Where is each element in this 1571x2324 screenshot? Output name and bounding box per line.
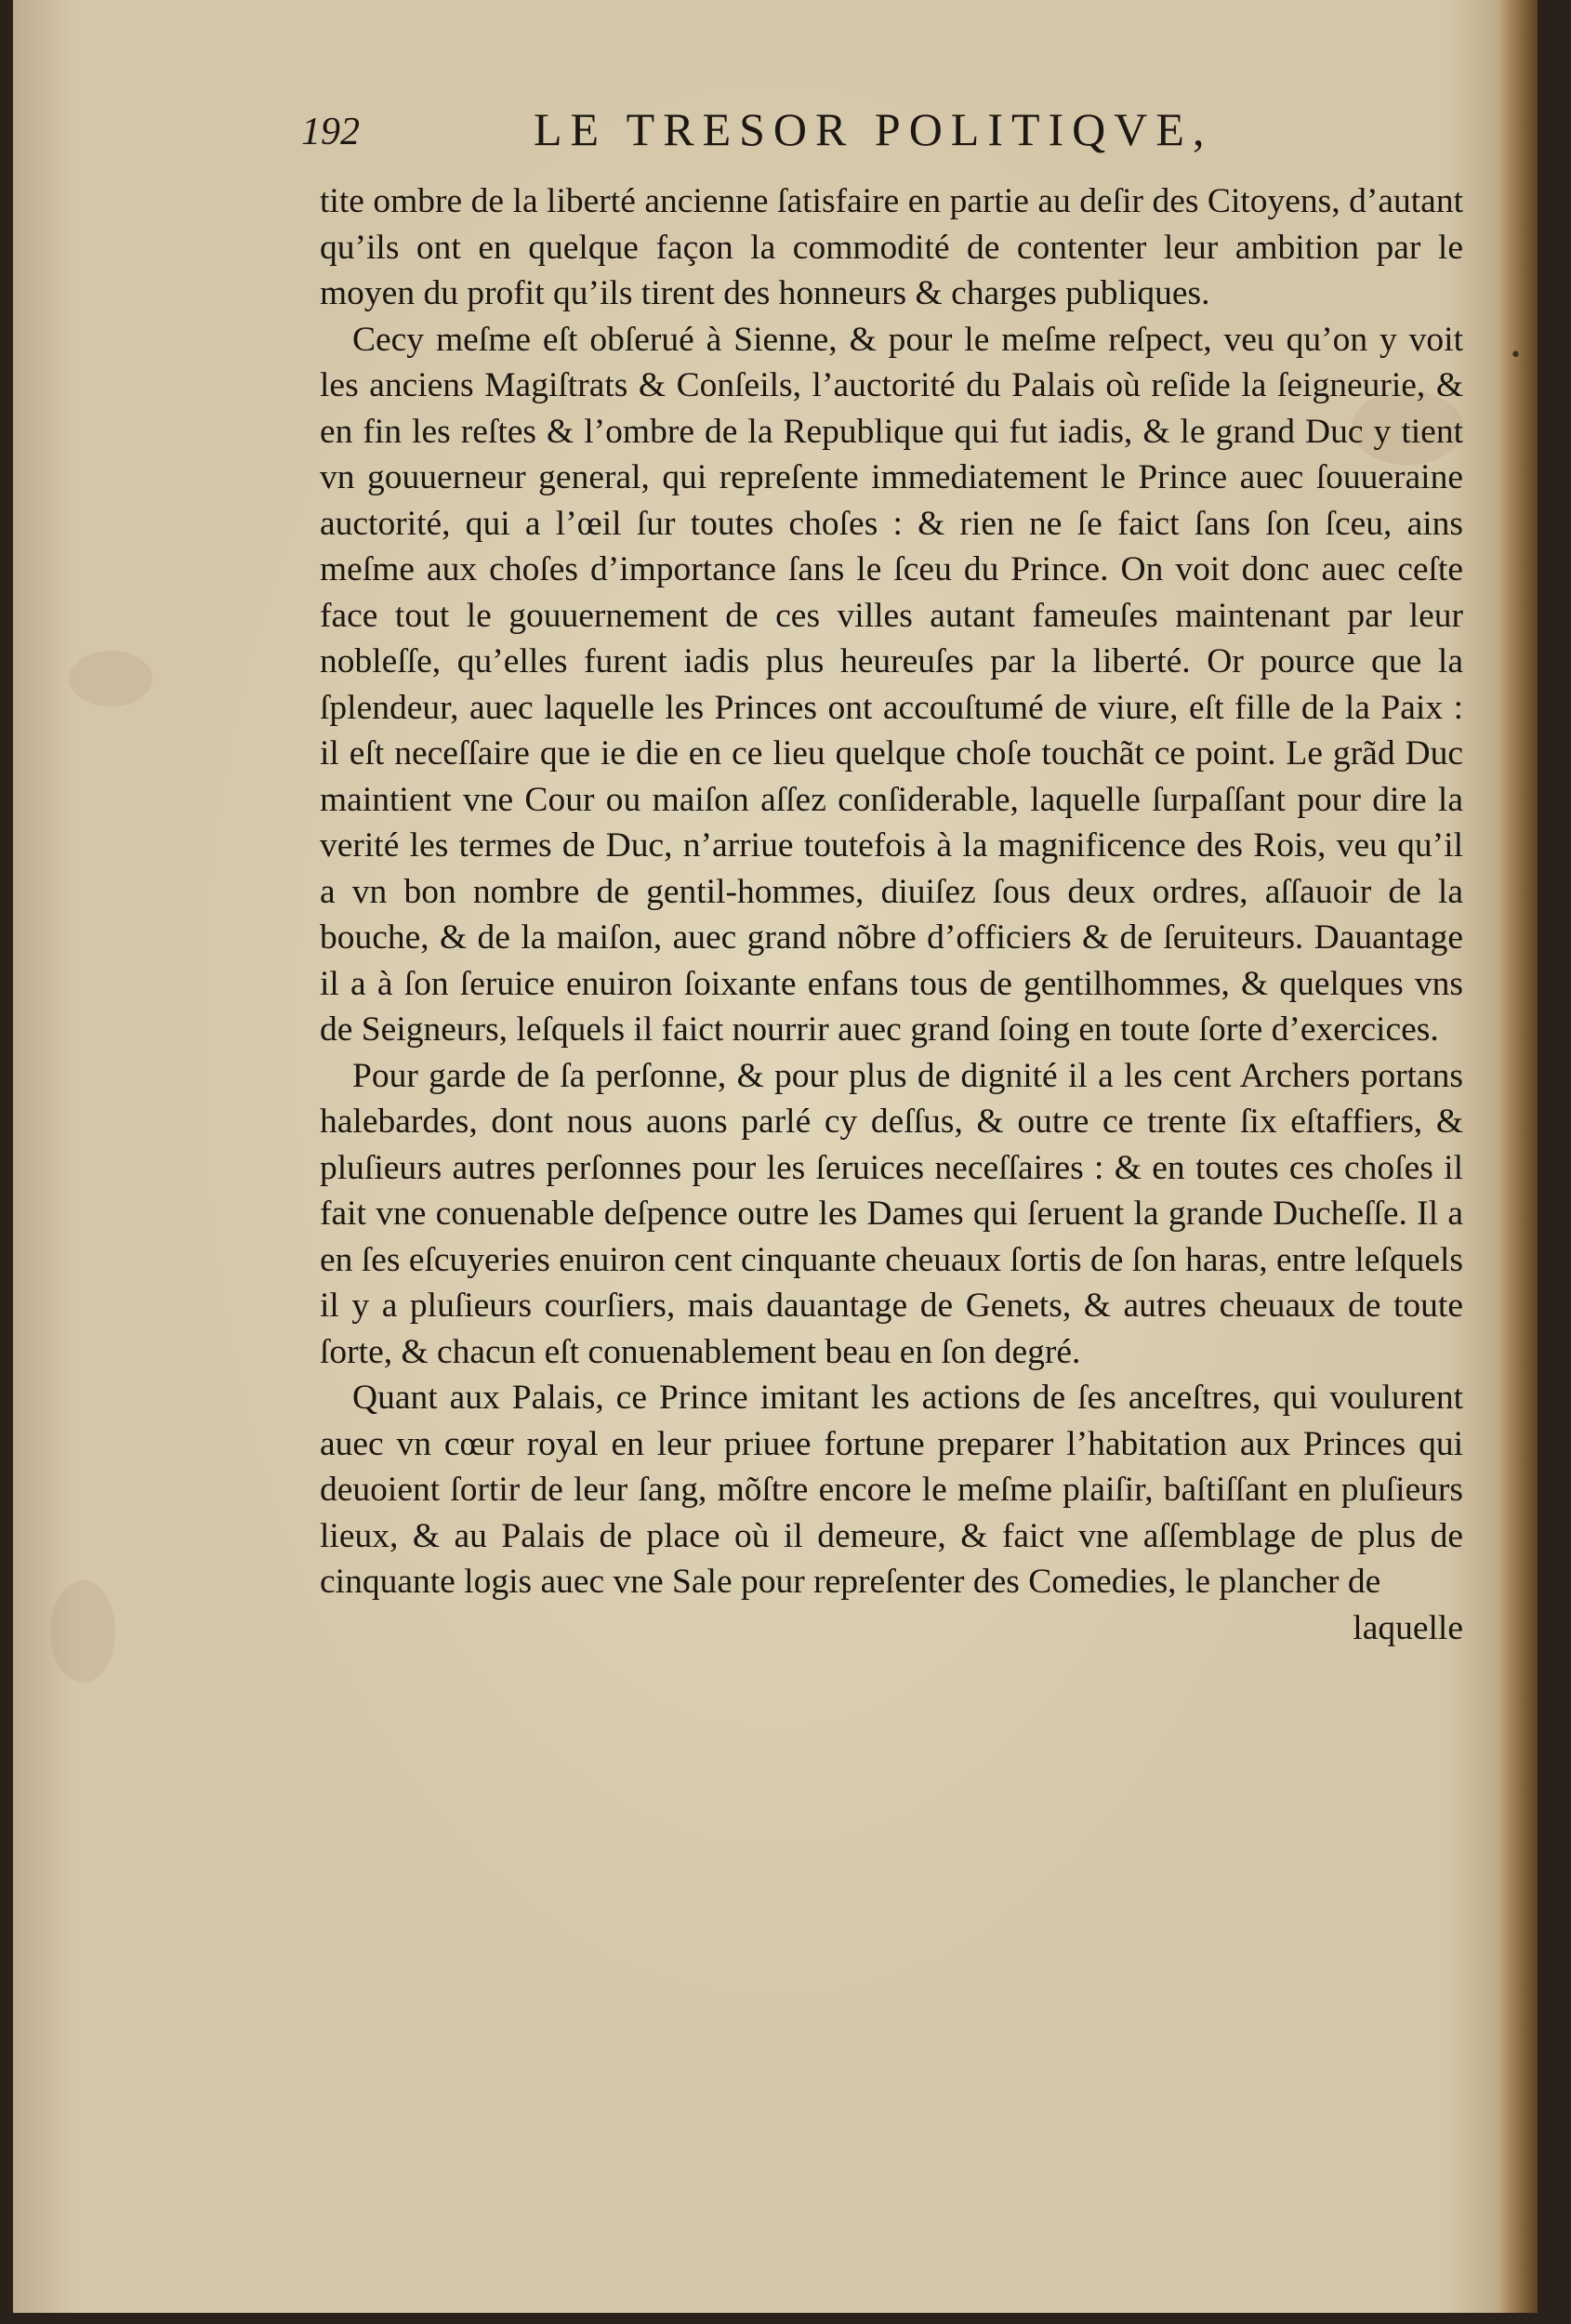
body-text [320, 178, 1463, 1651]
running-head [301, 102, 1305, 158]
margin-mark: • [1510, 344, 1522, 367]
paper-stain [50, 1580, 115, 1683]
book-page [13, 0, 1538, 2313]
running-title: LE TRESOR POLITIQVE, [534, 103, 1213, 155]
paper-stain [69, 651, 152, 706]
paragraph-sienne: Cecy meſme eſt obſerué à Sienne, & pour le meſme reſpect, veu qu’on y voit les anciens Magiſtrats & Conſeils, l’auctorité du Palais où reſide la ſeigneurie, & en fin les reſtes & l’ombre de la Republique qui fut iadis, & le grand Duc y tient vn gouuerneur general, qui repreſente immediatement le Prince auec ſouueraine auctorité, qui a l’œil ſur toutes choſes : & rien ne ſe faict ſans ſon ſceu, ains meſme aux choſes d’importance ſans le ſceu du Prince. On voit donc auec ceſte face tout le gouuernement de ces villes autant fameuſes maintenant par leur nobleſſe, qu’elles furent iadis plus heureuſes par la liberté. Or pource que la ſplendeur, auec laquelle les Princes ont accouſtumé de viure, eſt fille de la Paix : il eſt neceſſaire que ie die en ce lieu quelque choſe touchãt ce point. Le grãd Duc maintient vne Cour ou maiſon aſſez conſiderable, laquelle ſurpaſſant pour dire la verité les termes de Duc, n’arriue toutefois à la magnificence des Rois, veu qu’il a vn bon nombre de gentil-hommes, diuiſez ſous deux ordres, aſſauoir de la bouche, & de la maiſon, auec grand nõbre d’officiers & de ſeruiteurs. Dauantage il a à ſon ſeruice enuiron ſoixante enfans tous de gentilhommes, & quelques vns de Seigneurs, leſquels il faict nourrir auec grand ſoing en toute ſorte d’exercices. [320, 320, 1463, 1049]
paragraph-palais: Quant aux Palais, ce Prince imitant les actions de ſes anceſtres, qui voulurent auec vn cœur royal en leur priuee fortune preparer l’habitation aux Princes qui deuoient ſortir de leur ſang, mõſtre encore le meſme plaiſir, baſtiſſant en pluſieurs lieux, & au Palais de place où il demeure, & faict vne aſſemblage de plus de cinquante logis auec vne Sale pour repreſenter des Comedies, le plancher de [320, 1379, 1463, 1601]
paragraph-continuation: tite ombre de la liberté ancienne ſatisfaire en partie au deſir des Citoyens, d’autant qu’ils ont en quelque façon la commodité de contenter leur ambition par le moyen du profit qu’ils tirent des honneurs & charges publiques. [320, 182, 1463, 312]
page-number: 192 [301, 111, 360, 153]
catchword: laquelle [1353, 1608, 1463, 1647]
paragraph-garde: Pour garde de ſa perſonne, & pour plus de dignité il a les cent Archers portans halebardes, dont nous auons parlé cy deſſus, & outre ce trente ſix eſtaffiers, & pluſieurs autres perſonnes pour les ſeruices neceſſaires : & en toutes ces choſes il fait vne conuenable deſpence outre les Dames qui ſeruent la grande Ducheſſe. Il a en ſes eſcuyeries enuiron cent cinquante cheuaux ſortis de ſon haras, entre leſquels il y a pluſieurs courſiers, mais dauantage de Genets, & autres cheuaux de toute ſorte, & chacun eſt conuenablement beau en ſon degré. [320, 1056, 1463, 1371]
